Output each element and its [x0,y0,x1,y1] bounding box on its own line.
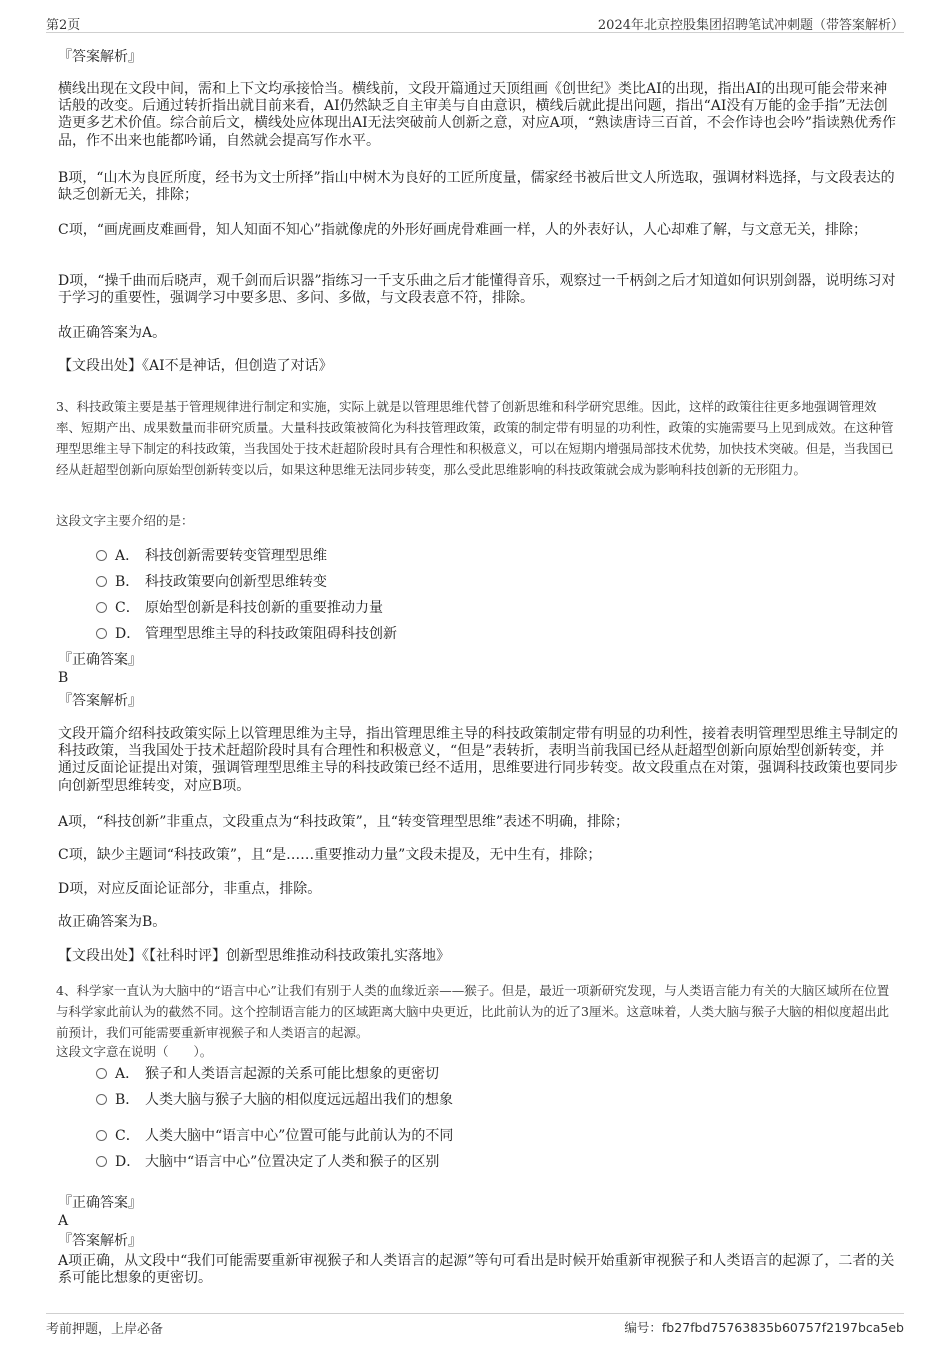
radio-button-icon[interactable] [96,576,107,587]
q3-passage: 3、科技政策主要是基于管理规律进行制定和实施，实际上就是以管理思维代替了创新思维和科学研究思维。因此，这样的政策往往更多地强调管理效率、短期产出、成果数量而非研究质量。大量科技政策被简化为科技管理政策，政策的制定带有明显的功利性，政策的实施需要马上见到成效。在这种管理型思维主导下制定的科技政策，当我国处于技术赶超阶段时具有合理性和积极意义，可以在短期内增强局部技术优势，加快技术突破。但是，当我国已经从赶超型创新向原始型创新转变以后，如果这种思维无法同步转变，那么受此思维影响的科技政策就会成为影响科技创新的无形阻力。 [56,399,894,477]
q3-source: 【文段出处】《【社科时评】创新型思维推动科技政策扎实落地》 [58,948,450,964]
q2-analysis-label: 『答案解析』 [58,49,142,65]
q3-answer: B [58,670,69,686]
q3-option-a[interactable]: A． 科技创新需要转变管理型思维 [96,547,327,565]
q4-analysis-label: 『答案解析』 [58,1233,142,1249]
q3-option-d-note: D项，对应反面论证部分，非重点，排除。 [58,881,322,897]
document-code: 编号：fb27fbd75763835b60757f2197bca5eb [624,1320,904,1335]
q2-conclusion: 故正确答案为A。 [58,325,167,341]
page-footer [46,1313,904,1336]
q3-analysis-text: 文段开篇介绍科技政策实际上以管理思维为主导，指出管理思维主导的科技政策制定带有明显的功利性，接着表明管理型思维主导制定的科技政策，当我国处于技术赶超阶段时具有合理性和积极意义，“但是”表转折，表明当前我国已经从赶超型创新向原始型创新转变，并通过反面论证提出对策，强调管理型思维主导的科技政策已经不适用，思维要进行同步转变。故文段重点在对策，强调科技政策也要同步向创新型思维转变，对应B项。 [58,726,898,794]
radio-button-icon[interactable] [96,628,107,639]
radio-button-icon[interactable] [96,1068,107,1079]
q2-option-d-note: D项，“操千曲而后晓声，观千剑而后识器”指练习一千支乐曲之后才能懂得音乐，观察过一千柄剑之后才知道如何识别剑器，说明练习对于学习的重要性，强调学习中要多思、多问、多做，与文段表意不符，排除。 [58,273,896,307]
q2-option-b-note: B项，“山木为良匠所度，经书为文士所择”指山中树木为良好的工匠所度量，儒家经书被后世文人所选取，强调材料选择，与文段表达的缺乏创新无关，排除； [58,170,895,204]
q3-option-c-note: C项，缺少主题词“科技政策”，且“是……重要推动力量”文段未提及，无中生有，排除； [58,847,602,863]
radio-button-icon[interactable] [96,1130,107,1141]
q3-option-c[interactable]: C． 原始型创新是科技创新的重要推动力量 [96,599,383,617]
q2-source: 【文段出处】《AI不是神话，但创造了对话》 [58,358,333,374]
radio-button-icon[interactable] [96,550,107,561]
q3-analysis-label: 『答案解析』 [58,693,142,709]
page-header [46,12,904,33]
q4-option-b[interactable]: B． 人类大脑与猴子大脑的相似度远远超出我们的想象 [96,1091,453,1109]
q4-question: 这段文字意在说明（ ）。 [56,1044,213,1059]
document-title: 2024年北京控股集团招聘笔试冲刺题（带答案解析） [597,18,904,33]
q4-option-a[interactable]: A． 猴子和人类语言起源的关系可能比想象的更密切 [96,1065,439,1083]
radio-button-icon[interactable] [96,1094,107,1105]
q3-option-b[interactable]: B． 科技政策要向创新型思维转变 [96,573,327,591]
q4-passage: 4、科学家一直认为大脑中的“语言中心”让我们有别于人类的血缘近亲——猴子。但是，最近一项新研究发现，与人类语言能力有关的大脑区域所在位置与科学家此前认为的截然不同。这个控制语言能力的区域距离大脑中央更近，比此前认为的近了3厘米。这意味着，人类大脑与猴子大脑的相似度超出此前预计，我们可能需要重新审视猴子和人类语言的起源。 [56,983,890,1040]
q4-analysis-text: A项正确，从文段中“我们可能需要重新审视猴子和人类语言的起源”等句可看出是时候开始重新审视猴子和人类语言的起源了，二者的关系可能比想象的更密切。 [58,1253,895,1287]
footer-slogan: 考前押题，上岸必备 [46,1322,164,1337]
radio-button-icon[interactable] [96,602,107,613]
q4-option-d[interactable]: D． 大脑中“语言中心”位置决定了人类和猴子的区别 [96,1153,439,1171]
q3-question: 这段文字主要介绍的是： [56,513,194,528]
q4-option-c[interactable]: C． 人类大脑中“语言中心”位置可能与此前认为的不同 [96,1127,453,1145]
q3-option-d[interactable]: D． 管理型思维主导的科技政策阻碍科技创新 [96,625,397,643]
q2-option-c-note: C项，“画虎画皮难画骨，知人知面不知心”指就像虎的外形好画虎骨难画一样，人的外表好认，人心却难了解，与文意无关，排除； [58,222,868,238]
q3-option-a-note: A项，“科技创新”非重点，文段重点为“科技政策”，且“转变管理型思维”表述不明确，排除； [58,814,630,830]
q4-answer-label: 『正确答案』 [58,1195,142,1211]
q3-conclusion: 故正确答案为B。 [58,914,167,930]
q3-answer-label: 『正确答案』 [58,652,142,668]
radio-button-icon[interactable] [96,1156,107,1167]
page-number: 第2页 [46,18,81,33]
q4-answer: A [58,1213,69,1229]
q2-analysis-text: 横线出现在文段中间，需和上下文均承接恰当。横线前，文段开篇通过天顶组画《创世纪》类比AI的出现，指出AI的出现可能会带来神话般的改变。后通过转折指出就目前来看，AI仍然缺乏自主审美与自由意识，横线后就此提出问题，指出“AI没有万能的金手指”无法创造更多艺术价值。综合前后文，横线处应体现出AI无法突破前人创新之意，对应A项，“熟读唐诗三百首，不会作诗也会吟”指读熟优秀作品，作不出来也能都吟诵，自然就会提高写作水平。 [58,81,897,149]
